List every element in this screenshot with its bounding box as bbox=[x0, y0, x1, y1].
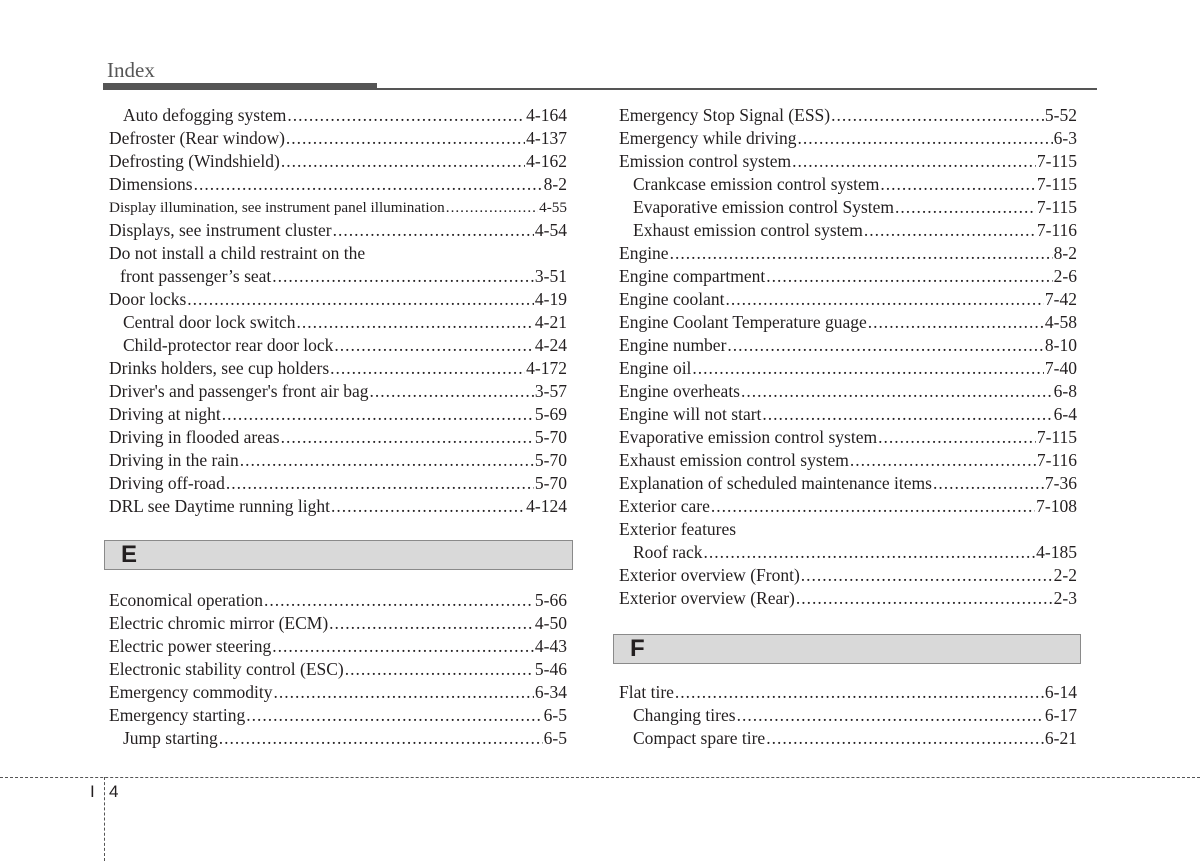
index-entry bbox=[619, 311, 1077, 334]
index-entry-page: 7-116 bbox=[1036, 220, 1077, 240]
dot-leader bbox=[850, 449, 1036, 472]
dot-leader bbox=[194, 173, 543, 196]
dot-leader bbox=[281, 150, 525, 173]
index-entry-label: Driver's and passenger's front air bag bbox=[109, 381, 369, 401]
footer-dashed-divider bbox=[104, 777, 105, 861]
dot-leader bbox=[864, 219, 1036, 242]
dot-leader bbox=[675, 681, 1044, 704]
index-entry-label: Driving at night bbox=[109, 404, 221, 424]
index-entry bbox=[109, 403, 567, 426]
dot-leader bbox=[704, 541, 1036, 564]
index-entry bbox=[109, 426, 567, 449]
right-column-bottom-entries bbox=[619, 681, 1077, 750]
index-entry-page: 6-5 bbox=[543, 705, 567, 725]
header-rule-thick bbox=[103, 83, 377, 90]
index-entry-page: 6-17 bbox=[1044, 705, 1077, 725]
index-entry bbox=[109, 495, 567, 518]
index-entry bbox=[109, 150, 567, 173]
index-entry-label: Engine coolant bbox=[619, 289, 725, 309]
index-entry-label: Engine overheats bbox=[619, 381, 740, 401]
index-entry-page: 5-66 bbox=[534, 590, 567, 610]
index-entry bbox=[109, 380, 567, 403]
index-entry-label: Compact spare tire bbox=[633, 728, 766, 748]
index-entry-page: 5-70 bbox=[534, 450, 567, 470]
index-entry-label: Child-protector rear door lock bbox=[123, 335, 334, 355]
index-entry-page: 4-172 bbox=[526, 358, 567, 378]
index-entry-page: 4-137 bbox=[526, 128, 567, 148]
index-entry bbox=[619, 704, 1077, 727]
index-entry bbox=[109, 127, 567, 150]
index-entry-page: 7-42 bbox=[1044, 289, 1077, 309]
footer-page-number: 4 bbox=[109, 782, 119, 801]
footer-dashed-rule bbox=[0, 777, 1200, 778]
dot-leader bbox=[222, 403, 534, 426]
header-rule-thin bbox=[377, 88, 1097, 90]
index-entry-page: 4-164 bbox=[526, 105, 567, 125]
index-entry bbox=[619, 587, 1077, 610]
index-entry-page: 2-3 bbox=[1053, 588, 1077, 608]
index-entry-page: 5-46 bbox=[534, 659, 567, 679]
index-entry-page: 8-10 bbox=[1044, 335, 1077, 355]
index-entry bbox=[109, 288, 567, 311]
index-entry bbox=[619, 334, 1077, 357]
index-entry-page: 2-6 bbox=[1053, 266, 1077, 286]
index-entry bbox=[619, 242, 1077, 265]
index-entry-label: Display illumination, see instrument panel illumination bbox=[109, 199, 445, 216]
index-entry-page: 5-70 bbox=[534, 473, 567, 493]
index-entry bbox=[109, 589, 567, 612]
index-entry-page: 6-14 bbox=[1044, 682, 1077, 702]
dot-leader bbox=[264, 589, 534, 612]
index-entry-label: Explanation of scheduled maintenance items bbox=[619, 473, 932, 493]
index-entry bbox=[619, 219, 1077, 242]
index-entry-page: 3-51 bbox=[534, 266, 567, 286]
dot-leader bbox=[737, 704, 1044, 727]
index-entry-page: 6-4 bbox=[1053, 404, 1077, 424]
dot-leader bbox=[711, 495, 1035, 518]
index-entry-page: 4-55 bbox=[539, 199, 567, 216]
index-entry-label: front passenger’s seat bbox=[120, 266, 272, 286]
right-column-top-entries bbox=[619, 104, 1077, 610]
index-entry bbox=[619, 127, 1077, 150]
dot-leader bbox=[273, 681, 533, 704]
section-header-e bbox=[104, 540, 573, 570]
dot-leader bbox=[286, 127, 525, 150]
index-entry-label: Engine Coolant Temperature guage bbox=[619, 312, 867, 332]
index-entry-page: 7-115 bbox=[1036, 174, 1077, 194]
index-entry bbox=[619, 472, 1077, 495]
index-entry-label: Flat tire bbox=[619, 682, 674, 702]
dot-leader bbox=[446, 196, 538, 219]
dot-leader bbox=[933, 472, 1044, 495]
index-entry-page: 7-116 bbox=[1036, 450, 1077, 470]
index-entry bbox=[619, 196, 1077, 219]
dot-leader bbox=[329, 612, 534, 635]
index-entry-label: Door locks bbox=[109, 289, 187, 309]
index-entry bbox=[109, 357, 567, 380]
index-entry bbox=[109, 311, 567, 334]
dot-leader bbox=[895, 196, 1036, 219]
index-entry-label: Engine will not start bbox=[619, 404, 762, 424]
index-entry-page: 4-54 bbox=[534, 220, 567, 240]
index-entry-page: 7-115 bbox=[1036, 427, 1077, 447]
footer-section-letter: I bbox=[90, 782, 95, 801]
index-entry bbox=[619, 265, 1077, 288]
dot-leader bbox=[725, 288, 1043, 311]
index-entry-page: 7-108 bbox=[1036, 496, 1077, 516]
index-entry bbox=[619, 173, 1077, 196]
index-entry-label: Engine oil bbox=[619, 358, 692, 378]
index-entry-page: 6-5 bbox=[543, 728, 567, 748]
dot-leader bbox=[798, 127, 1053, 150]
index-entry-page: 4-162 bbox=[526, 151, 567, 171]
index-entry-page: 7-115 bbox=[1036, 197, 1077, 217]
index-entry-label: Central door lock switch bbox=[123, 312, 296, 332]
index-entry-label: Displays, see instrument cluster bbox=[109, 220, 332, 240]
index-entry-label: Driving off-road bbox=[109, 473, 225, 493]
dot-leader bbox=[240, 449, 534, 472]
index-entry-label: Engine bbox=[619, 243, 669, 263]
dot-leader bbox=[345, 658, 534, 681]
index-entry-page: 6-34 bbox=[534, 682, 567, 702]
section-letter-e: E bbox=[121, 541, 138, 568]
dot-leader bbox=[762, 403, 1052, 426]
index-entry-page: 4-43 bbox=[534, 636, 567, 656]
index-entry bbox=[619, 380, 1077, 403]
index-entry-label: Driving in the rain bbox=[109, 450, 239, 470]
dot-leader bbox=[766, 727, 1044, 750]
index-entry bbox=[109, 472, 567, 495]
index-entry-label: Evaporative emission control system bbox=[619, 427, 878, 447]
index-entry-page: 4-58 bbox=[1044, 312, 1077, 332]
dot-leader bbox=[281, 426, 534, 449]
index-entry-page: 4-50 bbox=[534, 613, 567, 633]
index-entry bbox=[109, 265, 567, 288]
index-entry-label: Roof rack bbox=[633, 542, 703, 562]
index-entry-label: Exhaust emission control system bbox=[633, 220, 863, 240]
dot-leader bbox=[187, 288, 534, 311]
index-entry bbox=[619, 541, 1077, 564]
index-entry bbox=[109, 449, 567, 472]
dot-leader bbox=[219, 727, 543, 750]
dot-leader bbox=[692, 357, 1044, 380]
index-entry-label: Emergency while driving bbox=[619, 128, 797, 148]
dot-leader bbox=[766, 265, 1052, 288]
index-entry-page: 4-24 bbox=[534, 335, 567, 355]
index-entry-label: Electric power steering bbox=[109, 636, 272, 656]
index-entry-label: Dimensions bbox=[109, 174, 193, 194]
dot-leader bbox=[670, 242, 1053, 265]
index-entry bbox=[109, 658, 567, 681]
index-entry bbox=[109, 196, 567, 219]
index-entry-label: Emergency Stop Signal (ESS) bbox=[619, 105, 831, 125]
section-letter-f: F bbox=[630, 635, 645, 662]
dot-leader bbox=[880, 173, 1035, 196]
index-entry-page: 4-185 bbox=[1036, 542, 1077, 562]
index-entry-label: Emergency commodity bbox=[109, 682, 273, 702]
index-entry bbox=[619, 681, 1077, 704]
index-entry-label: Exterior overview (Rear) bbox=[619, 588, 795, 608]
index-entry-label: Defrosting (Windshield) bbox=[109, 151, 280, 171]
index-entry-label: Auto defogging system bbox=[123, 105, 287, 125]
left-column-top-entries bbox=[109, 104, 567, 518]
index-entry-label: Exhaust emission control system bbox=[619, 450, 849, 470]
index-entry bbox=[619, 495, 1077, 518]
index-entry-page: 5-52 bbox=[1044, 105, 1077, 125]
dot-leader bbox=[272, 265, 534, 288]
index-entry bbox=[619, 357, 1077, 380]
index-entry bbox=[109, 242, 567, 265]
page-title: Index bbox=[107, 58, 155, 82]
index-entry-page: 7-40 bbox=[1044, 358, 1077, 378]
index-entry-page: 2-2 bbox=[1053, 565, 1077, 585]
index-entry-label: Exterior overview (Front) bbox=[619, 565, 800, 585]
index-entry bbox=[619, 426, 1077, 449]
index-entry-page: 6-8 bbox=[1053, 381, 1077, 401]
index-entry-label: DRL see Daytime running light bbox=[109, 496, 330, 516]
dot-leader bbox=[369, 380, 533, 403]
index-entry bbox=[619, 727, 1077, 750]
dot-leader bbox=[831, 104, 1044, 127]
index-entry-label: Electronic stability control (ESC) bbox=[109, 659, 344, 679]
index-entry-label: Engine compartment bbox=[619, 266, 766, 286]
index-entry-label: Crankcase emission control system bbox=[633, 174, 880, 194]
index-entry-page: 6-21 bbox=[1044, 728, 1077, 748]
dot-leader bbox=[796, 587, 1053, 610]
index-entry-label: Drinks holders, see cup holders bbox=[109, 358, 330, 378]
index-entry bbox=[109, 681, 567, 704]
index-entry bbox=[619, 288, 1077, 311]
index-entry-label: Do not install a child restraint on the bbox=[109, 243, 366, 263]
dot-leader bbox=[801, 564, 1053, 587]
index-entry bbox=[619, 104, 1077, 127]
dot-leader bbox=[272, 635, 534, 658]
index-entry-label: Changing tires bbox=[633, 705, 736, 725]
index-entry bbox=[619, 449, 1077, 472]
index-entry-page: 8-2 bbox=[1053, 243, 1077, 263]
dot-leader bbox=[792, 150, 1036, 173]
left-column-bottom-entries bbox=[109, 589, 567, 750]
index-entry-page: 7-36 bbox=[1044, 473, 1077, 493]
index-entry-page: 5-69 bbox=[534, 404, 567, 424]
index-entry bbox=[109, 727, 567, 750]
index-entry-label: Economical operation bbox=[109, 590, 264, 610]
index-entry-page: 8-2 bbox=[543, 174, 567, 194]
index-entry-page: 3-57 bbox=[534, 381, 567, 401]
index-entry bbox=[619, 518, 1077, 541]
index-entry-label: Exterior features bbox=[619, 519, 737, 539]
section-header-f bbox=[613, 634, 1081, 664]
index-entry-label: Emergency starting bbox=[109, 705, 246, 725]
index-entry-label: Driving in flooded areas bbox=[109, 427, 280, 447]
index-entry bbox=[109, 612, 567, 635]
index-entry-page: 4-19 bbox=[534, 289, 567, 309]
index-entry bbox=[109, 219, 567, 242]
index-entry-label: Engine number bbox=[619, 335, 727, 355]
index-entry-page: 4-21 bbox=[534, 312, 567, 332]
dot-leader bbox=[331, 495, 525, 518]
index-entry bbox=[619, 564, 1077, 587]
dot-leader bbox=[333, 219, 534, 242]
dot-leader bbox=[226, 472, 534, 495]
dot-leader bbox=[741, 380, 1053, 403]
dot-leader bbox=[297, 311, 534, 334]
index-entry bbox=[109, 334, 567, 357]
index-entry-label: Emission control system bbox=[619, 151, 792, 171]
dot-leader bbox=[246, 704, 542, 727]
dot-leader bbox=[868, 311, 1044, 334]
index-entry-page: 7-115 bbox=[1036, 151, 1077, 171]
dot-leader bbox=[727, 334, 1044, 357]
index-entry-page: 4-124 bbox=[526, 496, 567, 516]
index-entry-page: 5-70 bbox=[534, 427, 567, 447]
index-entry bbox=[109, 635, 567, 658]
index-entry bbox=[109, 173, 567, 196]
dot-leader bbox=[334, 334, 534, 357]
index-entry-label: Defroster (Rear window) bbox=[109, 128, 285, 148]
dot-leader bbox=[878, 426, 1036, 449]
index-entry bbox=[109, 704, 567, 727]
index-entry-page: 6-3 bbox=[1053, 128, 1077, 148]
index-entry-label: Jump starting bbox=[123, 728, 218, 748]
index-entry-label: Exterior care bbox=[619, 496, 710, 516]
index-entry bbox=[619, 403, 1077, 426]
dot-leader bbox=[330, 357, 525, 380]
index-entry bbox=[109, 104, 567, 127]
index-entry bbox=[619, 150, 1077, 173]
dot-leader bbox=[287, 104, 525, 127]
index-entry-label: Electric chromic mirror (ECM) bbox=[109, 613, 329, 633]
index-entry-label: Evaporative emission control System bbox=[633, 197, 894, 217]
